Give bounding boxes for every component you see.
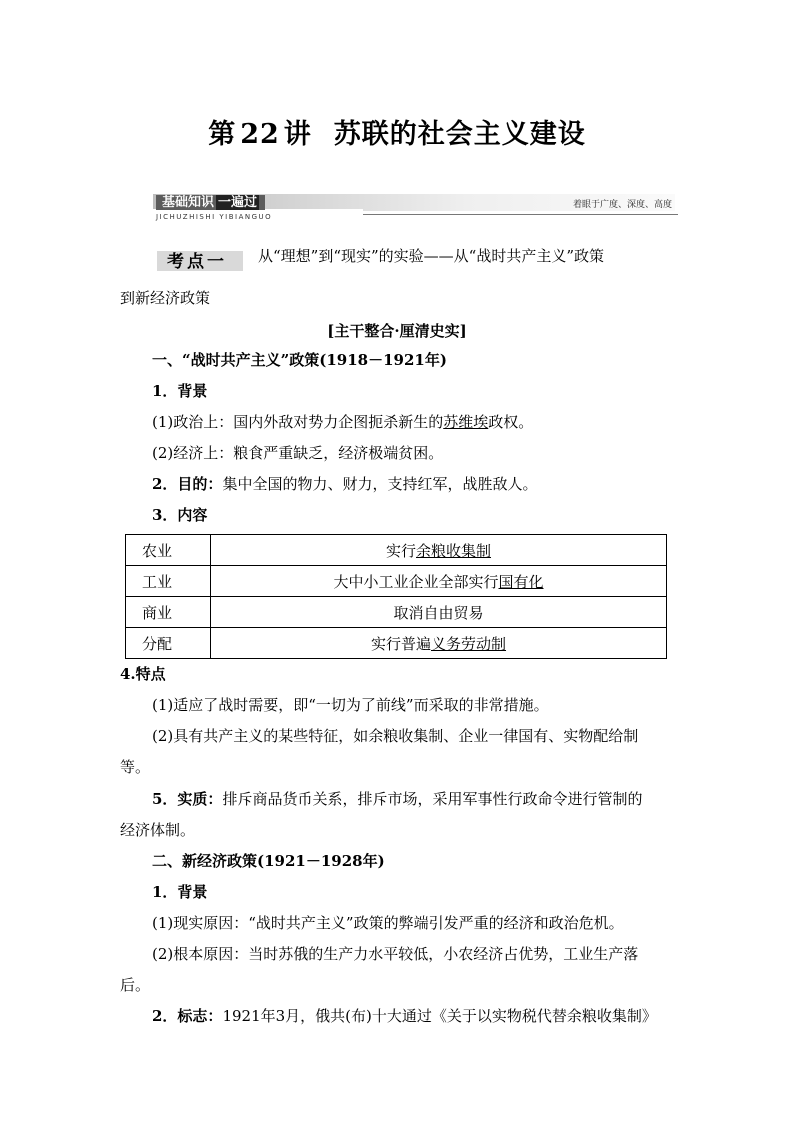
sign-text: 1921年3月，俄共(布)十大通过《关于以实物税代替余粮收集制》 [222, 1007, 657, 1025]
banner-label-main: 基础知识 [162, 195, 215, 210]
bg1-underlined: 苏维埃 [443, 413, 489, 431]
table-value [211, 535, 667, 566]
title-subject: 苏联的社会主义建设 [333, 119, 586, 150]
table-key: 商业 [126, 597, 211, 628]
table-value [211, 597, 667, 628]
value-text: 实行普遍 [370, 634, 431, 653]
page-title [0, 112, 794, 151]
table-row [126, 628, 667, 659]
table-key: 工业 [126, 566, 211, 597]
part2-heading: 二、新经济政策(1921－1928年) [152, 852, 385, 870]
value-underlined: 余粮收集制 [416, 541, 492, 560]
part1-background-2: (2)经济上：粮食严重缺乏，经济极端贫困。 [152, 444, 444, 462]
part2-background-heading: 1．背景 [152, 883, 208, 901]
section-banner [153, 194, 678, 224]
part2-background-2-line2: 后。 [120, 976, 151, 994]
kaodian-title-line1: 从“理想”到“现实”的实验——从“战时共产主义”政策 [258, 247, 605, 265]
kaodian-marker [157, 247, 243, 271]
title-suffix: 讲 [283, 119, 312, 150]
part1-feature-2-line1: (2)具有共产主义的某些特征，如余粮收集制、企业一律国有、实物配给制 [152, 727, 639, 745]
table-row [126, 597, 667, 628]
part1-heading: 一、“战时共产主义”政策(1918－1921年) [152, 351, 447, 369]
part1-feature-1: (1)适应了战时需要，即“一切为了前线”而采取的非常措施。 [152, 696, 549, 714]
part1-feature-2-line2: 等。 [120, 758, 151, 776]
part1-background-heading: 1．背景 [152, 382, 208, 400]
part1-purpose [152, 474, 676, 494]
value-text: 大中小工业企业全部实行 [333, 572, 499, 591]
table-key: 分配 [126, 628, 211, 659]
part2-background-1: (1)现实原因：“战时共产主义”政策的弊端引发严重的经济和政治危机。 [152, 914, 624, 932]
sign-label: 2．标志： [152, 1007, 223, 1025]
part1-background-1 [152, 412, 676, 432]
title-number: 22 [240, 119, 280, 150]
value-text: 取消自由贸易 [393, 603, 484, 622]
purpose-label: 2．目的： [152, 475, 223, 493]
value-text: 实行 [385, 541, 416, 560]
table-row [126, 566, 667, 597]
table-row [126, 535, 667, 566]
part2-background-2-line1: (2)根本原因：当时苏俄的生产力水平较低，小农经济占优势，工业生产落 [152, 945, 639, 963]
value-underlined: 义务劳动制 [431, 634, 507, 653]
banner-note: 着眼于广度、深度、高度 [572, 200, 672, 210]
banner-label [156, 195, 265, 210]
kaodian-label: 考点一 [167, 252, 227, 272]
purpose-text: 集中全国的物力、财力，支持红军，战胜敌人。 [222, 475, 538, 493]
section-heading: [主干整合·厘清史实] [327, 322, 467, 340]
part2-sign [152, 1006, 676, 1026]
part1-essence [152, 789, 676, 809]
table-key: 农业 [126, 535, 211, 566]
banner-label-highlight: 一遍过 [218, 195, 258, 210]
part1-content-heading: 3．内容 [152, 506, 208, 524]
bg1-pre: (1)政治上：国内外敌对势力企图扼杀新生的 [152, 413, 444, 431]
kaodian-title-line2: 到新经济政策 [120, 289, 211, 307]
part1-essence-line2: 经济体制。 [120, 821, 196, 839]
policy-content-table [125, 534, 667, 659]
essence-label: 5．实质： [152, 790, 223, 808]
part1-feature-heading: 4.特点 [120, 665, 166, 683]
value-underlined: 国有化 [498, 572, 544, 591]
title-prefix: 第 [208, 119, 237, 150]
table-value [211, 566, 667, 597]
bg1-post: 政权。 [488, 413, 534, 431]
table-value [211, 628, 667, 659]
essence-line1: 排斥商品货币关系，排斥市场，采用军事性行政命令进行管制的 [222, 790, 643, 808]
banner-pinyin: JICHUZHISHI YIBIANGUO [156, 213, 273, 221]
